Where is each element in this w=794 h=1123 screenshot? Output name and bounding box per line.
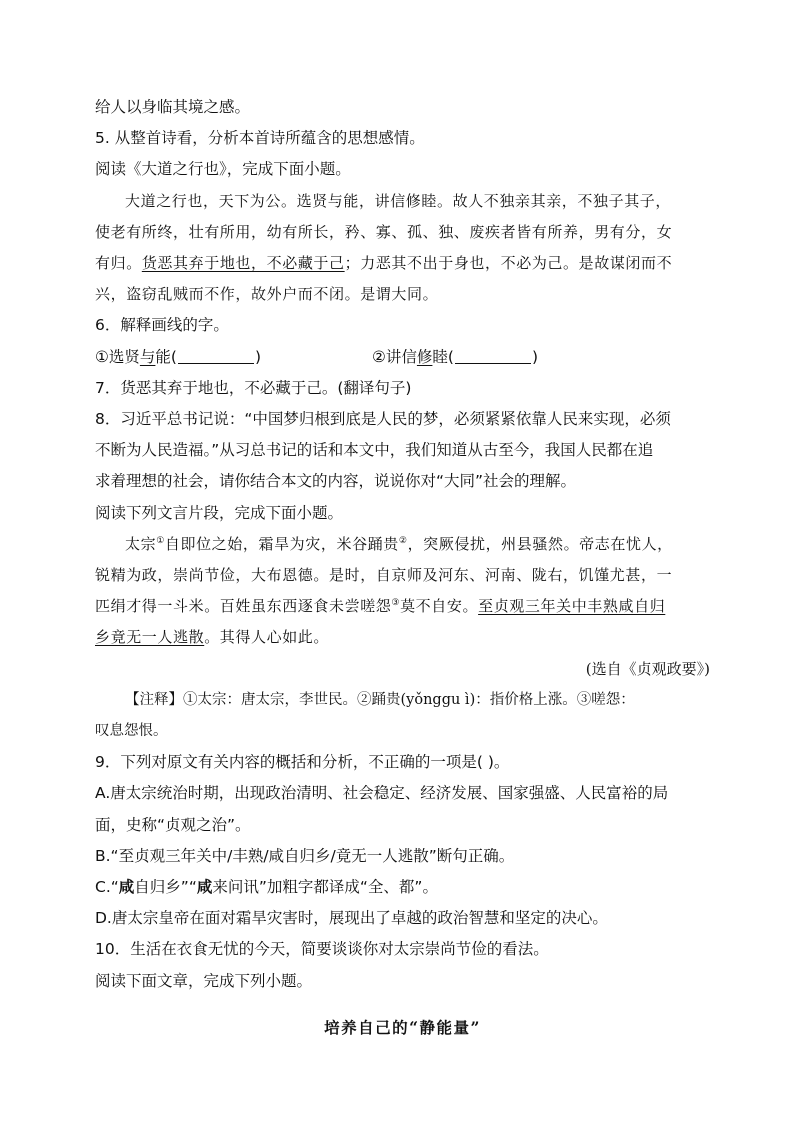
underlined-char: 修 <box>416 347 433 366</box>
bold-char: 咸 <box>196 878 213 897</box>
passage-line <box>95 591 710 622</box>
text-run: 莫不自安。 <box>400 597 479 616</box>
source-citation: (选自《贞观政要》) <box>585 659 710 678</box>
text-run: ) <box>531 347 539 366</box>
option-a: A.唐太宗统治时期，出现政治清明、社会稳定、经济发展、国家强盛、人民富裕的局 <box>95 784 669 803</box>
footnote-marker: ② <box>398 535 408 546</box>
underlined-sentence: 货恶其弃于地也，不必藏于己 <box>141 254 345 273</box>
bold-char: 咸 <box>118 878 135 897</box>
text-line: 给人以身临其境之感。 <box>95 98 251 116</box>
answer-blank[interactable] <box>455 346 531 364</box>
question-9: 9．下列对原文有关内容的概括和分析，不正确的一项是( )。 <box>95 753 510 772</box>
footnote-marker: ③ <box>391 598 401 609</box>
question-6-items <box>95 342 710 373</box>
text-run: ①选贤 <box>95 347 140 366</box>
reading-instruction: 阅读下列文言片段，完成下面小题。 <box>95 503 344 522</box>
text-run: C.“ <box>95 878 119 897</box>
article-title: 培养自己的“静能量” <box>324 1017 481 1037</box>
question-7: 7．货恶其弃于地也，不必藏于己。(翻译句子) <box>95 378 412 397</box>
text-run: 睦( <box>432 347 454 366</box>
question-6: 6．解释画线的字。 <box>95 316 229 335</box>
annotation: 【注释】①太宗：唐太宗，李世民。②踊贵(yǒnggu ì)：指价格上涨。③嗟怨： <box>125 691 635 708</box>
text-run: 。其得人心如此。 <box>204 628 330 647</box>
passage-line: 大道之行也，天下为公。选贤与能，讲信修睦。故人不独亲其亲，不独子其子， <box>125 191 672 210</box>
option-d: D.唐太宗皇帝在面对霜旱灾害时，展现出了卓越的政治智慧和坚定的决心。 <box>95 909 608 928</box>
option-b: B.“至贞观三年关中/丰熟/咸自归乡/竟无一人逃散”断句正确。 <box>95 846 515 865</box>
question-5: 5. 从整首诗看，分析本首诗所蕴含的思想感情。 <box>95 129 425 148</box>
option-a-cont: 面，史称“贞观之治”。 <box>95 815 251 834</box>
passage-line <box>95 248 710 279</box>
text-run: 自即位之始，霜旱为灾，米谷踊贵 <box>164 534 399 553</box>
annotation: 叹息怨恨。 <box>95 723 168 740</box>
passage-line: 兴，盗窃乱贼而不作，故外户而不闭。是谓大同。 <box>95 285 439 304</box>
question-8-line: 求着理想的社会，请你结合本文的内容，说说你对“大同”社会的理解。 <box>95 472 577 491</box>
underlined-sentence: 乡竟无一人逃散 <box>95 628 205 647</box>
text-run: 匹绢才得一斗米。百姓虽东西逐食未尝嗟怨 <box>95 597 392 616</box>
question-8-line: 8．习近平总书记说：“中国梦归根到底是人民的梦，必须紧紧依靠人民来实现，必须 <box>95 410 671 429</box>
text-run: ) <box>254 347 262 366</box>
passage-zhenguan <box>95 529 710 747</box>
footnote-marker: ① <box>156 535 165 546</box>
answer-blank[interactable] <box>178 346 254 364</box>
text-run: ；力恶其不出于身也，不必为己。是故谋闭而不 <box>344 254 673 273</box>
question-10: 10．生活在衣食无忧的今天，简要谈谈你对太宗崇尚节俭的看法。 <box>95 940 549 959</box>
passage-line <box>95 622 710 653</box>
reading-instruction: 阅读《大道之行也》，完成下面小题。 <box>95 160 351 179</box>
passage-line: 使老有所终，壮有所用，幼有所长，矜、寡、孤、独、废疾者皆有所养，男有分，女 <box>95 222 673 241</box>
option-c <box>95 872 710 903</box>
text-run: 有归。 <box>95 254 142 273</box>
text-run: ，突厥侵扰，州县骚然。帝志在忧人， <box>407 534 673 553</box>
text-run: ②讲信 <box>372 347 417 366</box>
passage-line <box>95 529 710 560</box>
question-6b <box>372 342 538 373</box>
text-run: 自归乡”“ <box>134 878 197 897</box>
underlined-char: 与 <box>139 347 156 366</box>
question-6a <box>95 348 261 366</box>
page-content <box>95 92 710 1043</box>
passage-line: 锐精为政，崇尚节俭，大布恩德。是时，自京师及河东、河南、陇右，饥馑尤甚，一 <box>95 566 673 585</box>
text-run: 来问讯”加粗字都译成“全、都”。 <box>212 878 438 897</box>
reading-instruction: 阅读下面文章，完成下列小题。 <box>95 971 313 990</box>
passage-datong <box>95 186 710 311</box>
text-run: 能( <box>155 347 177 366</box>
underlined-sentence: 至贞观三年关中丰熟咸自归 <box>478 597 666 616</box>
text-run: 太宗 <box>125 534 157 553</box>
question-8-line: 不断为人民造福。”从习总书记的话和本文中，我们知道从古至今，我国人民都在追 <box>95 441 654 460</box>
